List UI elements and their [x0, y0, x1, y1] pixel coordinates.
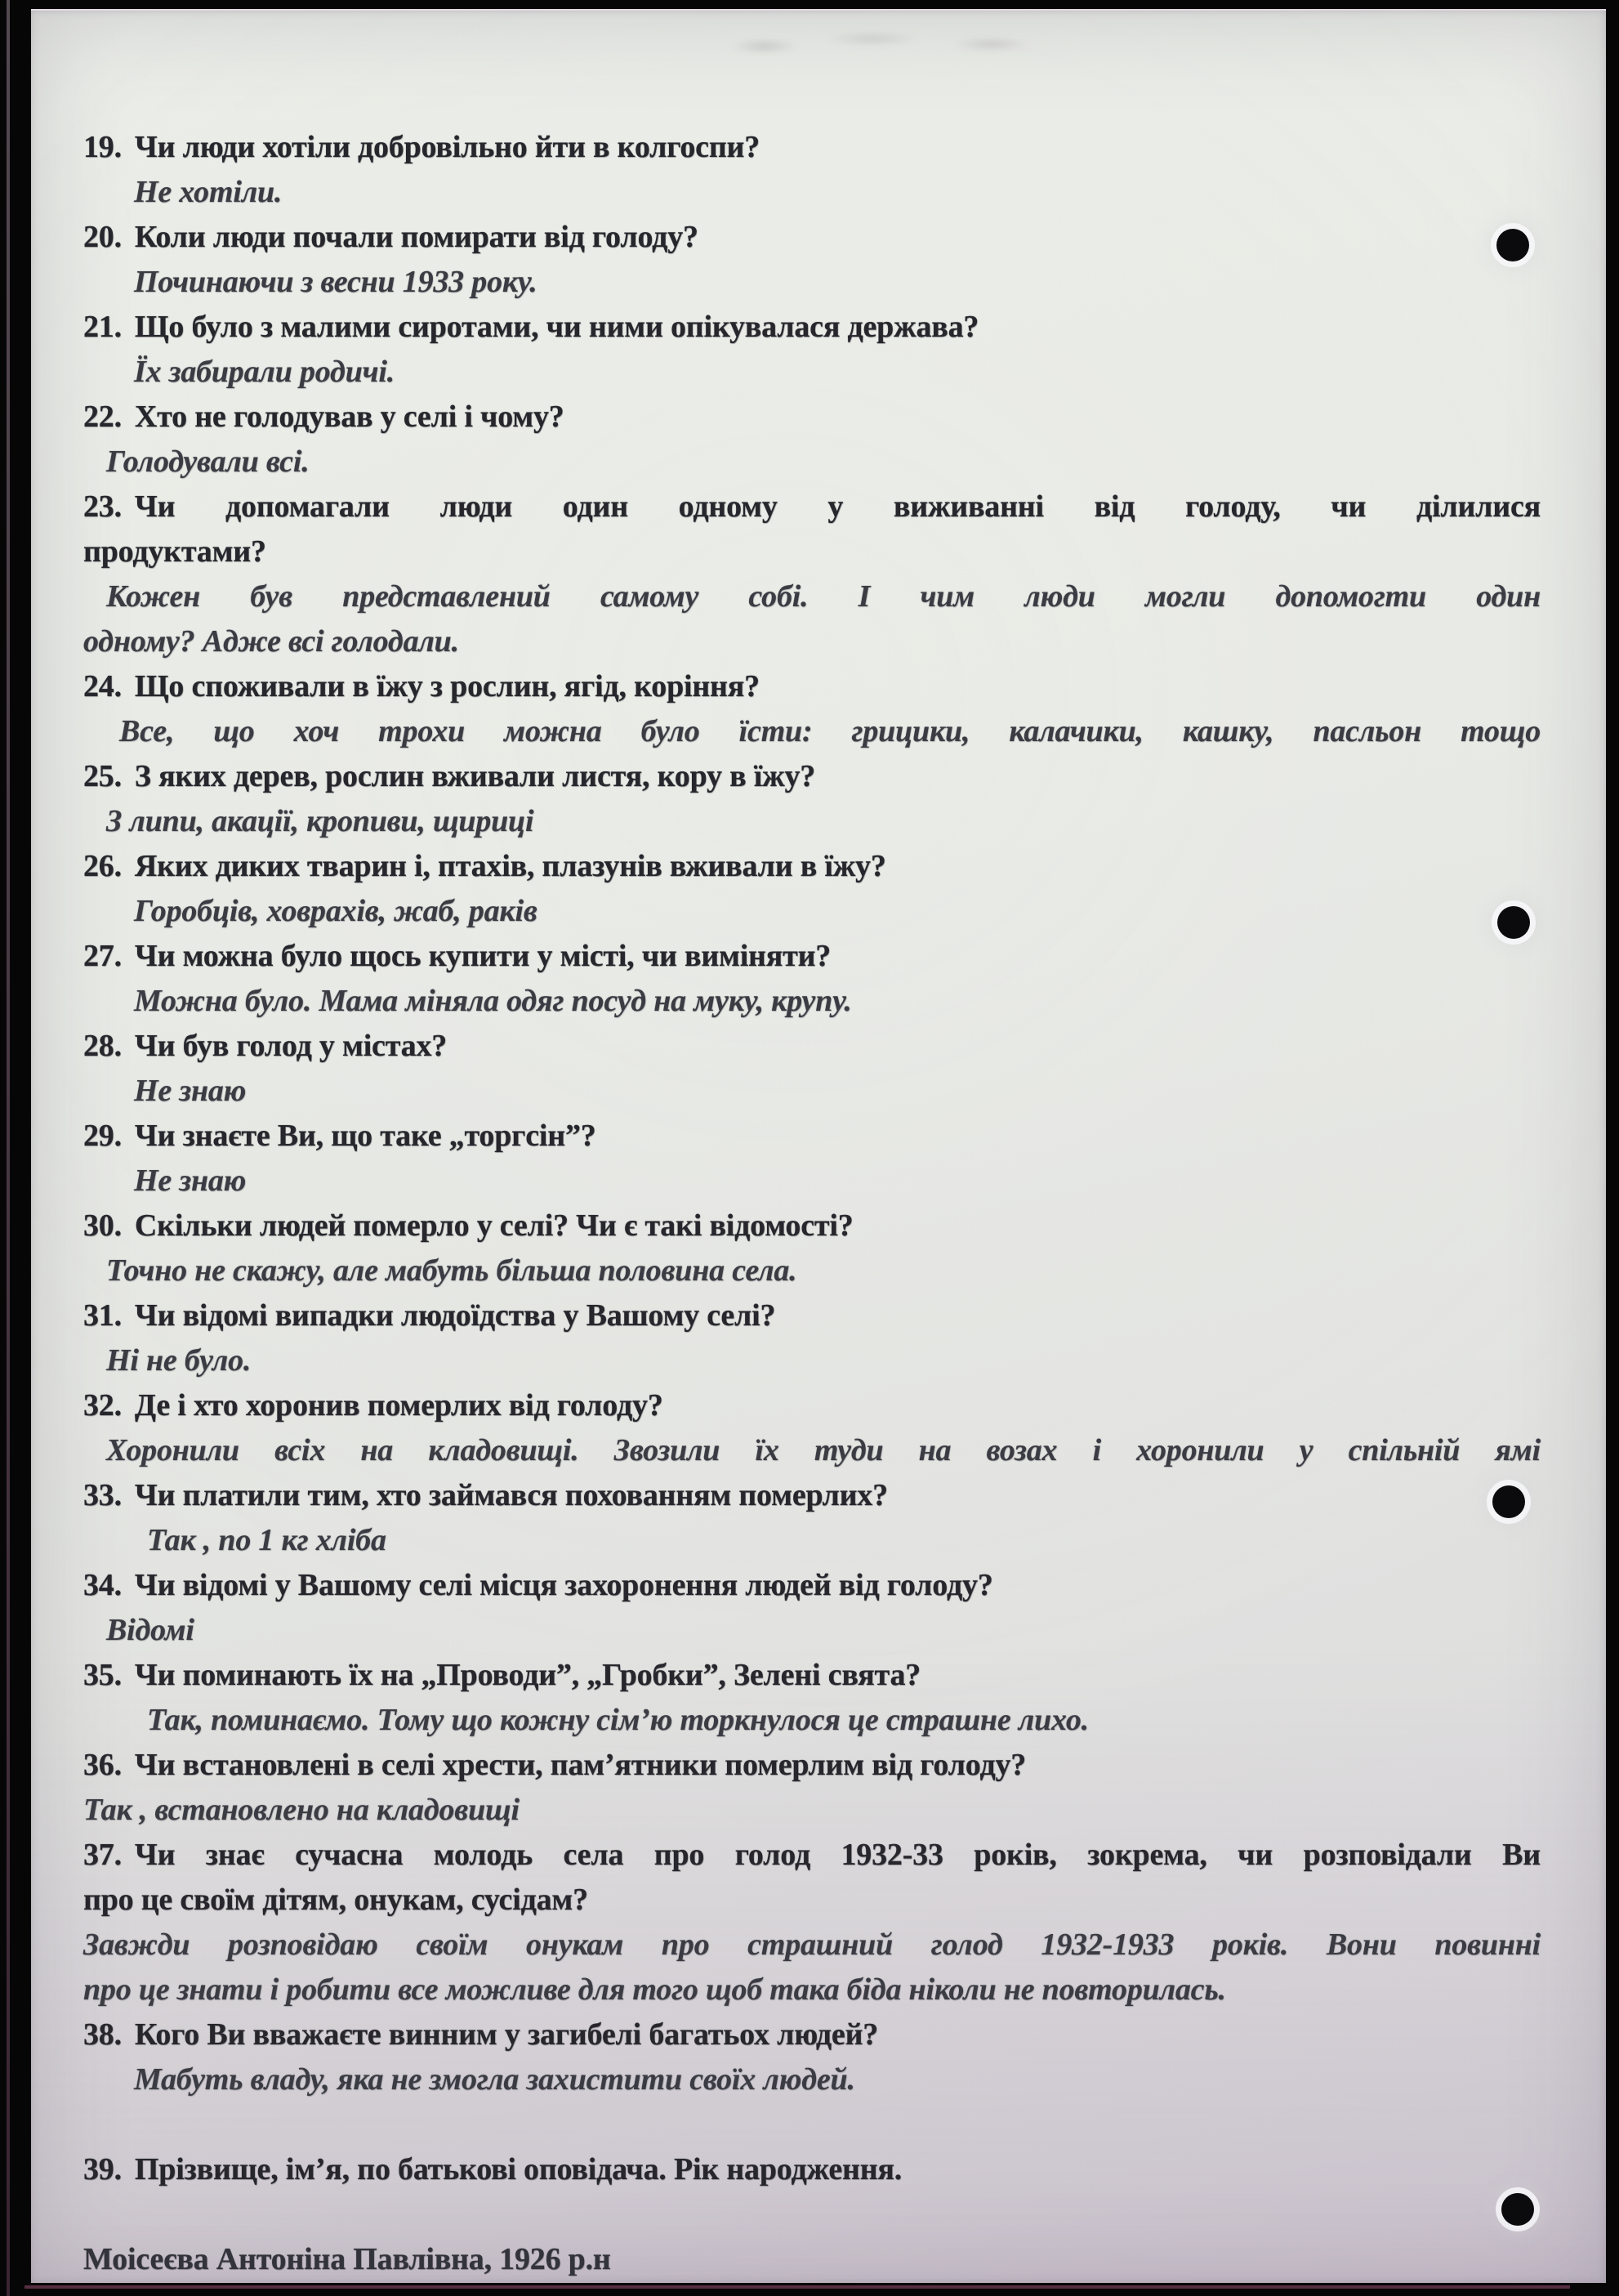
- punch-hole: [1497, 906, 1530, 939]
- question-text: Хто не голодував у селі і чому?: [134, 400, 564, 434]
- scan-edge-artifact-bottom: [25, 2285, 1570, 2289]
- question-number: 24.: [83, 669, 122, 704]
- question-line: [83, 305, 1541, 350]
- question-line: [83, 485, 1541, 529]
- question-number: 36.: [83, 1748, 122, 1782]
- answer-line: З липи, акації, кропиви, щириці: [106, 804, 534, 838]
- document-page: [31, 9, 1606, 2283]
- answer-line: Все, що хоч трохи можна було їсти: грицики, калачики, кашку, пасльон тощо: [119, 714, 1541, 748]
- question-number: 29.: [83, 1119, 122, 1153]
- question-line: [83, 664, 1541, 709]
- answer-line: Горобців, ховрахів, жаб, раків: [134, 894, 537, 928]
- punch-hole: [1496, 229, 1529, 261]
- question-text: Чи знає сучасна молодь села про голод 1932-33 років, зокрема, чи розповідали Ви: [134, 1838, 1541, 1872]
- question-text: Коли люди почали помирати від голоду?: [134, 220, 698, 254]
- question-line: [83, 1473, 1541, 1518]
- question-text: Чи допомагали люди один одному у виживанні від голоду, чи ділилися: [134, 489, 1541, 524]
- answer-line: Ні не було.: [106, 1343, 252, 1378]
- question-number: 20.: [83, 220, 122, 254]
- questionnaire: [31, 11, 1606, 2282]
- answer-line: Мабуть владу, яка не змогла захистити своїх людей.: [134, 2062, 855, 2097]
- answer-continuation-line: про це знати і робити все можливе для того щоб така біда ніколи не повторилась.: [83, 1972, 1226, 2007]
- answer-line: Так , встановлено на кладовищі: [83, 1793, 520, 1827]
- question-line: [83, 934, 1541, 979]
- question-text: Що було з малими сиротами, чи ними опікувалася держава?: [134, 310, 979, 344]
- question-number: 28.: [83, 1029, 122, 1063]
- question-text: Чи відомі випадки людоїдства у Вашому селі?: [134, 1298, 776, 1333]
- question-line: [83, 1833, 1541, 1878]
- question-line: [83, 2147, 1541, 2192]
- answer-continuation-line: одному? Адже всі голодали.: [83, 624, 459, 659]
- answer-line: Точно не скажу, але мабуть більша половина села.: [106, 1253, 797, 1288]
- question-number: 39.: [83, 2152, 122, 2187]
- punch-hole: [1501, 2193, 1534, 2226]
- answer-line: Так , по 1 кг хліба: [147, 1523, 386, 1557]
- question-number: 32.: [83, 1388, 122, 1423]
- question-number: 37.: [83, 1838, 122, 1872]
- question-line: [83, 1383, 1541, 1428]
- question-number: 33.: [83, 1478, 122, 1512]
- answer-line: Можна було. Мама міняла одяг посуд на муку, крупу.: [134, 984, 852, 1018]
- question-text: Чи відомі у Вашому селі місця захоронення людей від голоду?: [134, 1568, 993, 1602]
- answer-line: Не знаю: [134, 1164, 247, 1198]
- question-line: [83, 754, 1541, 799]
- answer-line: Завжди розповідаю своїм онукам про страшний голод 1932-1933 років. Вони повинні: [83, 1927, 1541, 1962]
- question-line: [83, 1653, 1541, 1698]
- question-line: [83, 1743, 1541, 1788]
- question-text: Чи можна було щось купити у місті, чи виміняти?: [134, 939, 832, 973]
- answer-line: Їх забирали родичі.: [134, 355, 395, 389]
- question-line: [83, 1204, 1541, 1249]
- question-continuation-line: про це своїм дітям, онукам, сусідам?: [83, 1883, 588, 1917]
- question-number: 25.: [83, 759, 122, 793]
- question-number: 26.: [83, 849, 122, 883]
- question-line: [83, 1293, 1541, 1338]
- answer-line: Так, поминаємо. Тому що кожну сім’ю торкнулося це страшне лихо.: [147, 1703, 1089, 1737]
- question-text: З яких дерев, рослин вживали листя, кору в їжу?: [134, 759, 816, 793]
- answer-line: Не знаю: [134, 1074, 247, 1108]
- question-number: 22.: [83, 400, 122, 434]
- answer-line: Не хотіли.: [134, 175, 283, 209]
- respondent-signature: Моісеєва Антоніна Павлівна, 1926 р.н: [83, 2242, 611, 2276]
- answer-line: Відомі: [106, 1613, 194, 1647]
- punch-hole: [1492, 1485, 1525, 1518]
- question-number: 30.: [83, 1208, 122, 1243]
- question-number: 23.: [83, 489, 122, 524]
- question-number: 35.: [83, 1658, 122, 1692]
- question-text: Яких диких тварин і, птахів, плазунів вживали в їжу?: [134, 849, 886, 883]
- answer-line: Починаючи з весни 1933 року.: [134, 265, 537, 299]
- question-number: 19.: [83, 130, 122, 164]
- question-text: Чи знаєте Ви, що таке „торгсін”?: [134, 1119, 596, 1153]
- question-text: Скільки людей померло у селі? Чи є такі відомості?: [134, 1208, 854, 1243]
- question-line: [83, 844, 1541, 889]
- answer-line: Хоронили всіх на кладовищі. Звозили їх туди на возах і хоронили у спільній ямі: [106, 1433, 1541, 1467]
- question-line: [83, 2012, 1541, 2057]
- question-text: Що споживали в їжу з рослин, ягід, коріння?: [134, 669, 760, 704]
- question-number: 27.: [83, 939, 122, 973]
- answer-line: Кожен був представлений самому собі. І чим люди могли допомогти один: [106, 579, 1541, 614]
- question-line: [83, 1563, 1541, 1608]
- question-text: Чи люди хотіли добровільно йти в колгоспи?: [134, 130, 760, 164]
- question-text: Чи платили тим, хто займався похованням померлих?: [134, 1478, 888, 1512]
- question-text: Чи був голод у містах?: [134, 1029, 448, 1063]
- question-number: 21.: [83, 310, 122, 344]
- question-number: 31.: [83, 1298, 122, 1333]
- question-line: [83, 395, 1541, 440]
- question-continuation-line: продуктами?: [83, 534, 266, 569]
- scan-edge-artifact-left: [7, 0, 10, 2296]
- question-text: Чи встановлені в селі хрести, пам’ятники померлим від голоду?: [134, 1748, 1027, 1782]
- question-number: 38.: [83, 2017, 122, 2052]
- question-text: Чи поминають їх на „Проводи”, „Гробки”, Зелені свята?: [134, 1658, 921, 1692]
- question-text: Прізвище, ім’я, по батькові оповідача. Рік народження.: [134, 2152, 903, 2187]
- question-line: [83, 1024, 1541, 1069]
- question-number: 34.: [83, 1568, 122, 1602]
- question-line: [83, 125, 1541, 170]
- question-line: [83, 1114, 1541, 1159]
- question-text: Де і хто хоронив померлих від голоду?: [134, 1388, 663, 1423]
- question-text: Кого Ви вважаєте винним у загибелі багатьох людей?: [134, 2017, 879, 2052]
- answer-line: Голодували всі.: [106, 444, 310, 479]
- question-line: [83, 215, 1541, 260]
